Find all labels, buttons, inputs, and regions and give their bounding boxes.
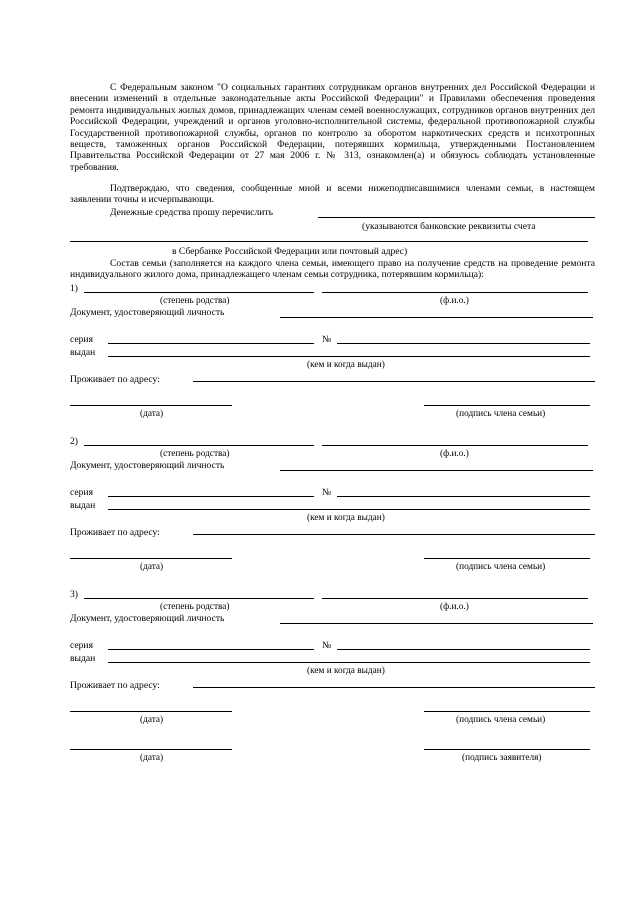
document-line[interactable] — [280, 470, 593, 471]
funds-caption-bank-details: (указываются банковские реквизиты счета — [362, 221, 536, 232]
date-line[interactable] — [70, 405, 232, 406]
series-line[interactable] — [108, 343, 314, 344]
series-label: серия — [70, 334, 93, 345]
issued-caption: (кем и когда выдан) — [307, 360, 385, 370]
relation-line[interactable] — [84, 598, 314, 599]
fio-caption: (ф.и.о.) — [440, 296, 469, 306]
date-caption: (дата) — [140, 715, 164, 725]
address-line[interactable] — [193, 687, 595, 688]
issued-label: выдан — [70, 500, 96, 511]
issued-label: выдан — [70, 347, 96, 358]
applicant-signature-line[interactable] — [424, 749, 590, 750]
issued-line[interactable] — [108, 509, 590, 510]
member-signature-caption: (подпись члена семьи) — [456, 409, 546, 419]
member-number: 2) — [70, 436, 78, 447]
applicant-date-caption: (дата) — [140, 753, 164, 763]
date-caption: (дата) — [140, 562, 164, 572]
address-label: Проживает по адресу: — [70, 527, 160, 538]
member-signature-line[interactable] — [424, 405, 590, 406]
series-line[interactable] — [108, 496, 314, 497]
member-signature-line[interactable] — [424, 558, 590, 559]
issued-caption: (кем и когда выдан) — [307, 666, 385, 676]
date-caption: (дата) — [140, 409, 164, 419]
funds-details-line-1[interactable] — [318, 217, 595, 218]
funds-label: Денежные средства прошу перечислить — [110, 207, 273, 218]
series-label: серия — [70, 640, 93, 651]
issued-label: выдан — [70, 653, 96, 664]
relation-caption: (степень родства) — [160, 449, 230, 459]
funds-caption-sberbank: в Сбербанке Российской Федерации или почтовый адрес) — [172, 246, 408, 257]
relation-line[interactable] — [84, 292, 314, 293]
member-number: 3) — [70, 589, 78, 600]
issued-caption: (кем и когда выдан) — [307, 513, 385, 523]
number-line[interactable] — [337, 496, 590, 497]
number-line[interactable] — [337, 649, 590, 650]
family-intro: Состав семьи (заполняется на каждого члена семьи, имеющего право на получение средств на проведение ремонта индивидуального жилого дома, принадлежащего членам семьи сотрудника, потерявшим кормильца): — [70, 258, 595, 281]
relation-caption: (степень родства) — [160, 602, 230, 612]
address-label: Проживает по адресу: — [70, 680, 160, 691]
fio-caption: (ф.и.о.) — [440, 449, 469, 459]
fio-line[interactable] — [322, 445, 588, 446]
number-label: № — [322, 640, 332, 651]
fio-line[interactable] — [322, 598, 588, 599]
issued-line[interactable] — [108, 356, 590, 357]
address-label: Проживает по адресу: — [70, 374, 160, 385]
member-signature-caption: (подпись члена семьи) — [456, 715, 546, 725]
document-label: Документ, удостоверяющий личность — [70, 460, 225, 471]
member-signature-line[interactable] — [424, 711, 590, 712]
member-signature-caption: (подпись члена семьи) — [456, 562, 546, 572]
issued-line[interactable] — [108, 662, 590, 663]
intro-paragraph-confirmation: Подтверждаю, что сведения, сообщенные мной и всеми нижеподписавшимися членами семьи, в настоящем заявлении точны и исчерпывающи. — [70, 183, 595, 206]
address-line[interactable] — [193, 381, 595, 382]
date-line[interactable] — [70, 711, 232, 712]
relation-caption: (степень родства) — [160, 296, 230, 306]
fio-caption: (ф.и.о.) — [440, 602, 469, 612]
fio-line[interactable] — [322, 292, 588, 293]
document-label: Документ, удостоверяющий личность — [70, 613, 225, 624]
applicant-signature-caption: (подпись заявителя) — [462, 753, 542, 763]
address-line[interactable] — [193, 534, 595, 535]
intro-paragraph-laws: С Федеральным законом "О социальных гарантиях сотрудникам органов внутренних дел Российской Федерации и внесении изменений в отдельные законодательные акты Российской Федерации" и Правилами обеспечения проведения ремонта индивидуальных жилых домов, принадлежащих членам семей военнослужащих, сотрудников органов внутренних дел Российской Федерации, учреждений и органов уголовно-исполнительной системы, федеральной противопожарной службы Государственной противопожарной службы, органов по контролю за оборотом наркотических средств и психотропных веществ, таможенных органов Российской Федерации, потерявших кормильца, утвержденными Постановлением Правительства Российской Федерации от 27 мая 2006 г. № 313, ознакомлен(а) и обязуюсь соблюдать установленные требования. — [70, 82, 595, 173]
number-label: № — [322, 487, 332, 498]
funds-details-line-2[interactable] — [70, 241, 588, 242]
document-label: Документ, удостоверяющий личность — [70, 307, 225, 318]
number-label: № — [322, 334, 332, 345]
number-line[interactable] — [337, 343, 590, 344]
series-line[interactable] — [108, 649, 314, 650]
document-line[interactable] — [280, 623, 593, 624]
series-label: серия — [70, 487, 93, 498]
document-line[interactable] — [280, 317, 593, 318]
relation-line[interactable] — [84, 445, 314, 446]
date-line[interactable] — [70, 558, 232, 559]
applicant-date-line[interactable] — [70, 749, 232, 750]
member-number: 1) — [70, 283, 78, 294]
